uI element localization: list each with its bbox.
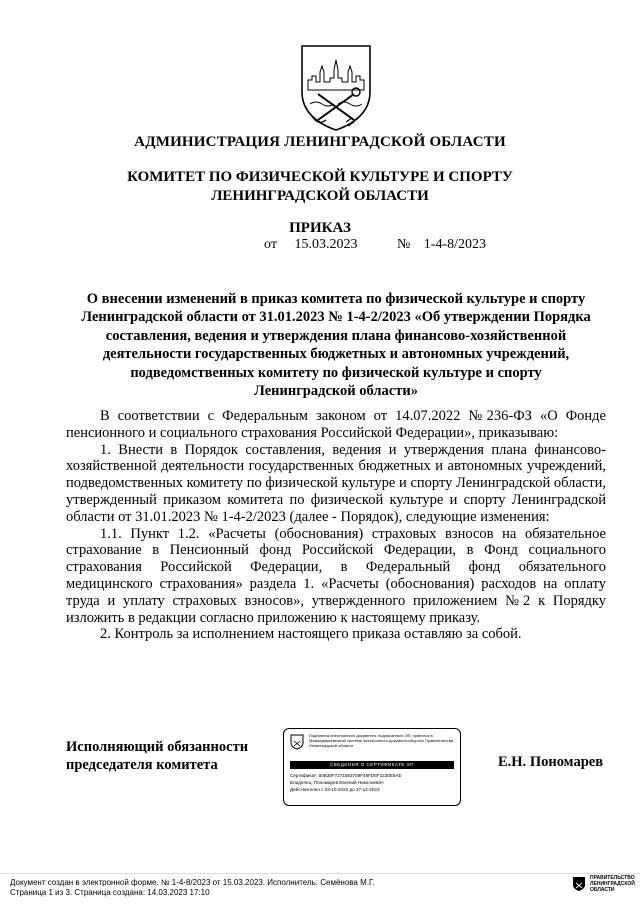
committee-heading-line2: ЛЕНИНГРАДСКОЙ ОБЛАСТИ bbox=[211, 188, 429, 204]
footer-line2: Страница 1 из 3. Страница создана: 14.03.2023 17:10 bbox=[10, 888, 210, 897]
title-line: деятельности государственных бюджетных и автономных учреждений, bbox=[102, 346, 570, 363]
stamp-certificate-header: СВЕДЕНИЯ О СЕРТИФИКАТЕ ЭП bbox=[290, 761, 454, 769]
e-signature-stamp bbox=[283, 728, 461, 806]
date-value: 15.03.2023 bbox=[294, 237, 358, 252]
footer-info bbox=[10, 878, 375, 898]
stamp-certificate: Сертификат: 00B39F7271583759F49FD6F2230E6AE bbox=[290, 773, 402, 778]
footer-org-line1: ПРАВИТЕЛЬСТВО bbox=[590, 875, 635, 881]
footer-org-line2: ЛЕНИНГРАДСКОЙ bbox=[590, 881, 635, 887]
committee-heading bbox=[0, 168, 640, 206]
footer-organization bbox=[590, 875, 635, 893]
stamp-owner: Владелец: Пономарев Евгений Николаевич bbox=[290, 780, 384, 785]
number-label: № bbox=[396, 237, 411, 252]
date-number-line bbox=[264, 237, 486, 253]
committee-heading-line1: КОМИТЕТ ПО ФИЗИЧЕСКОЙ КУЛЬТУРЕ И СПОРТУ bbox=[127, 169, 513, 185]
title-line: составления, ведения и утверждения плана финансово-хозяйственной bbox=[105, 327, 567, 344]
signatory-name: Е.Н. Пономарев bbox=[498, 754, 604, 770]
document-title bbox=[66, 290, 606, 400]
footer-line1: Документ создан в электронной форме. № 1-4-8/2023 от 15.03.2023. Исполнитель: Семёнова М.Г. bbox=[10, 878, 375, 887]
signatory-position bbox=[66, 738, 248, 774]
title-line: О внесении изменений в приказ комитета по физической культуре и спорту bbox=[86, 291, 586, 307]
government-logo-icon bbox=[572, 876, 586, 892]
administration-heading: АДМИНИСТРАЦИЯ ЛЕНИНГРАДСКОЙ ОБЛАСТИ bbox=[134, 134, 506, 150]
footer-divider bbox=[0, 873, 640, 874]
signatory-position-line1: Исполняющий обязанности bbox=[66, 739, 249, 755]
coat-of-arms-icon bbox=[290, 734, 304, 750]
document-body bbox=[66, 408, 606, 643]
document-type: ПРИКАЗ bbox=[289, 220, 351, 236]
body-paragraph-item-2: 2. Контроль за исполнением настоящего приказа оставляю за собой. bbox=[100, 626, 522, 643]
body-paragraph-item-1: 1. Внести в Порядок составления, ведения и утверждения плана финансово-хозяйственной деятельности государственных бюджетных и автономных учреждений, подведомственных комитету по физической культуре и спорту Ленинградской области, утвержденный приказом комитета по физической культуре и спорту Ленинградской области от 31.01.2023 № 1-4-2/2023 (далее - Порядок), следующие изменения: bbox=[66, 441, 606, 525]
coat-of-arms-icon bbox=[296, 40, 376, 132]
title-line: Ленинградской области от 31.01.2023 № 1-4-2/2023 «Об утверждении Порядка bbox=[81, 309, 591, 326]
body-paragraph-preamble: В соответствии с Федеральным законом от 14.07.2022 №236-ФЗ «О Фонде пенсионного и социального страхования Российской Федерации», приказываю: bbox=[66, 408, 606, 441]
title-line: Ленинградской области» bbox=[254, 383, 418, 400]
title-line: подведомственных комитету по физической культуре и спорту bbox=[130, 364, 542, 381]
number-value: 1-4-8/2023 bbox=[423, 237, 487, 252]
stamp-notice: Подлинник электронного документа, подписанного ЭП, хранится в Межведомственной системе электронного документооборота Правительства Ленинградской области bbox=[309, 733, 453, 748]
footer-org-line3: ОБЛАСТИ bbox=[590, 887, 615, 893]
date-label: от bbox=[264, 237, 277, 252]
body-paragraph-item-1-1: 1.1. Пункт 1.2. «Расчеты (обоснования) страховых взносов на обязательное страхование в Пенсионный фонд Российской Федерации, в Фонд социального страхования Российской Федерации, в Федеральный фонд обязательного медицинского страхования» раздела 1. «Расчеты (обоснования) расходов на оплату труда и уплату страховых взносов», утвержденного приложением №2 к Порядку изложить в редакции согласно приложению к настоящему приказу. bbox=[66, 525, 606, 626]
stamp-validity: Действителен с 03-10-2022 до 27-12-2023 bbox=[290, 787, 380, 792]
signatory-position-line2: председателя комитета bbox=[66, 757, 218, 773]
